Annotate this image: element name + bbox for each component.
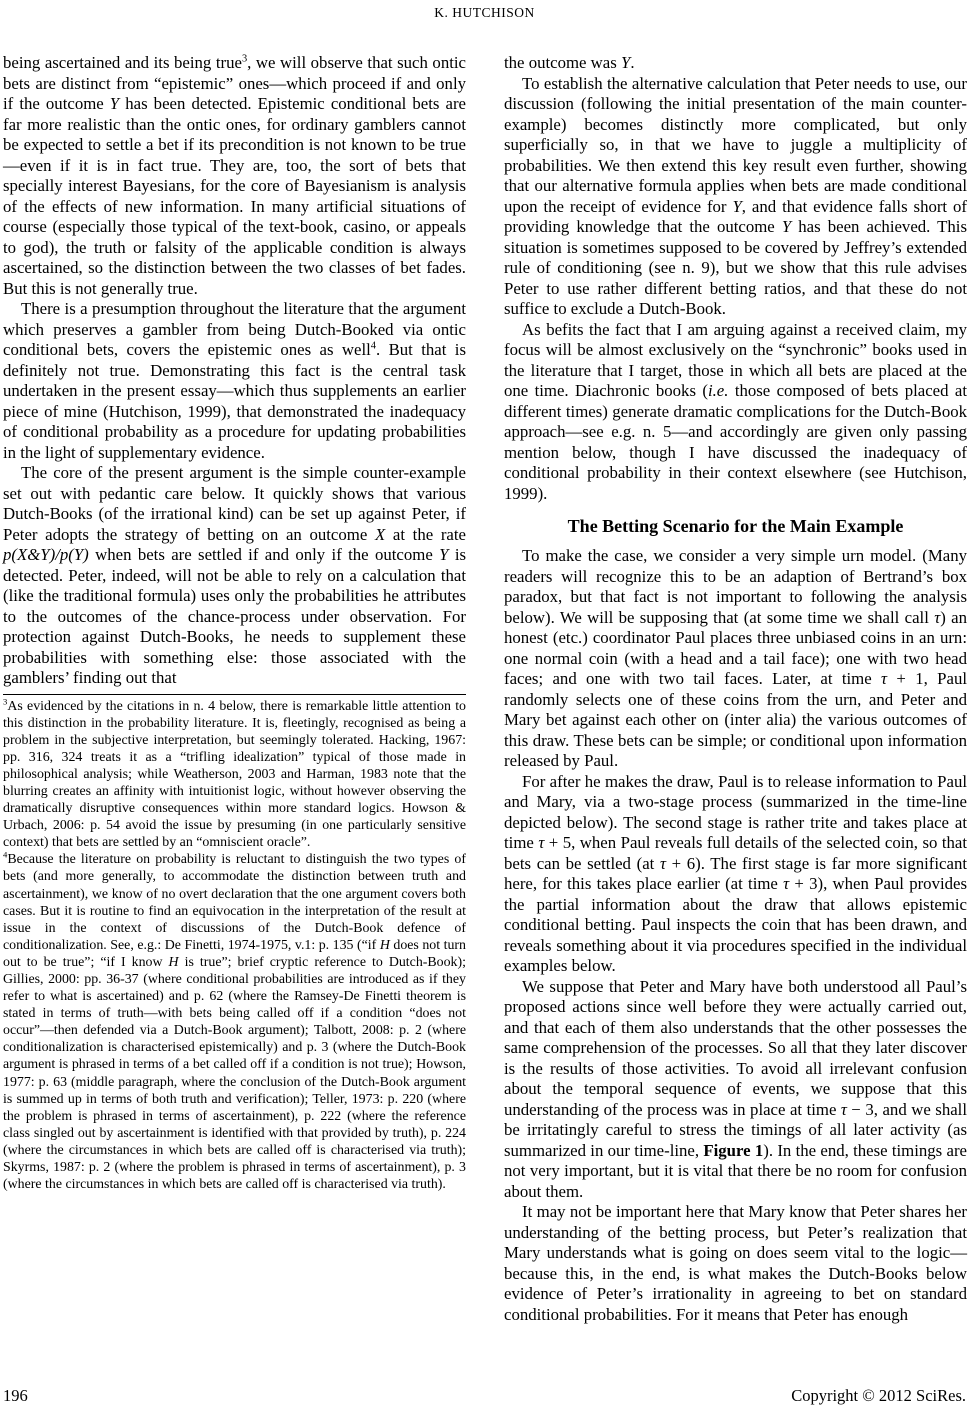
article-body <box>3 53 966 1325</box>
paragraph: To make the case, we consider a very simple urn model. (Many readers will recognize this to be an adaption of Bertrand’s box paradox, but that fact is not important to following the analysis below). We will be supposing that (at some time we shall call τ) an honest (etc.) coordinator Paul places three unbiased coins in an urn: one normal coin (with a head and a tail face); one with two head faces; and one with two tail faces. Later, at time τ + 1, Paul randomly selects one of these coins from the urn, and Peter and Mary bet against each other on (inter alia) the various outcomes of this draw. These bets can be simple; or conditional upon information released by Paul. <box>504 546 967 770</box>
footnote-marker: 3 <box>241 53 248 65</box>
paragraph: being ascertained and its being true$^3$, we will observe that such ontic bets are distinct from “epistemic” ones—which proceed if and only if the outcome Y has been detected. Epistemic conditional bets are far more realistic than the ontic ones, for ordinary gamblers cannot be expected to settle a bet if its precondition is not known to be true—even if it is in fact true. They are, too, the sort of bets that specially interest Bayesians, for the core of Bayesianism is analysis of the effects of new information. In many artificial situations of course (especially those typical of the text-book, casino, or appeals to god), the truth or falsity of the applicable condition is always ascertained, so the distinction between the two classes of bet fades. But this is not generally true. <box>3 53 466 298</box>
footnote: $^3$As evidenced by the citations in n. 4 below, there is remarkable little attention to this distinction in the probability literature. It is, fleetingly, recognised as being a problem in the subjective interpretation, but seemingly tolerated. Hacking, 1967: pp. 316, 324 treats it as a “trifling idealization” typical of those made in philosophical analysis; while Weatherson, 2003 and Harman, 1983 note that the blurring creates an affinity with intuitionist logic, without however observing the dramatically disruptive consequences within more standard logics. Howson & Urbach, 2006: p. 54 avoid the issue by presuming (in one particularly sensitive context) that bets are settled by an “omniscient oracle”. <box>3 695 466 851</box>
right-column <box>504 53 967 1325</box>
footnote-separator <box>3 694 466 695</box>
paragraph: As befits the fact that I am arguing against a received claim, my focus will be almost exclusively on the “synchronic” books used in the literature that I target, those in which all bets are placed at the one time. Diachronic books (i.e. those composed of bets placed at different times) generate dramatic complications for the Dutch-Book approach—see e.g. n. 5—and accordingly are given only passing mention below, though I have discussed the inadequacy of conditional probability in their context elsewhere (see Hutchison, 1999). <box>504 319 967 503</box>
left-column <box>3 53 466 1325</box>
section-heading: The Betting Scenario for the Main Example <box>567 516 904 536</box>
running-head: K. HUTCHISON <box>434 5 535 20</box>
paragraph: For after he makes the draw, Paul is to release information to Paul and Mary, via a two-stage process (summarized in the time-line depicted below). The second stage is rather trite and takes place at time τ + 5, when Paul reveals full details of the selected coin, so that bets can be settled (at τ + 6). The first stage is far more significant here, for this takes place earlier (at time τ + 3), when Paul provides the partial information about the draw that allows epistemic conditional betting. Paul inspects the coin that has been drawn, and reveals something about it via procedures specified in the individual examples below. <box>504 771 968 975</box>
paragraph: We suppose that Peter and Mary have both understood all Paul’s proposed actions since well before they were actually carried out, and that each of them also understands that the other possesses the same comprehension of the processes. So all that they later discover is the results of those activities. To avoid all irrelevant confusion about the temporal sequence of events, we suppose that this understanding of the process was in place at time τ − 3, and we shall be irritatingly careful to stress the timings of all later activity (as summarized in our time-line, Figure 1). In the end, these timings are not very important, but it is vital that there be no room for confusion about them. <box>504 976 967 1201</box>
paragraph: the outcome was Y. <box>504 53 635 72</box>
page-footer <box>3 1386 966 1406</box>
footnote-marker: 3 <box>3 695 8 706</box>
paragraph: There is a presumption throughout the literature that the argument which preserves a gambler from being Dutch-Booked via ontic conditional bets, covers the epistemic ones as well$^4$. But that is definitely not true. Demonstrating this fact is the central task undertaken in the present essay—which thus supplements an earlier piece of mine (Hutchison, 1999), that demonstrated the inadequacy of conditional probability as a procedure for updating probabilities in the light of supplementary evidence. <box>3 299 466 462</box>
paragraph: The core of the present argument is the simple counter-example set out with pedantic care below. It quickly shows that various Dutch-Books (of the irrational kind) can be set up against Peter, if Peter adopts the strategy of betting on an outcome X at the rate p(X&Y)/p(Y) when bets are settled if and only if the outcome Y is detected. Peter, indeed, will not be able to rely on a calculation that (like the traditional formula) uses only the probabilities he attributes to the outcomes of the chance-process under observation. For protection against Dutch-Books, he needs to supplement these probabilities with something else: those associated with the gamblers’ finding out that <box>3 463 467 687</box>
footnote-marker: 4 <box>370 340 376 352</box>
paragraph: To establish the alternative calculation that Peter needs to use, our discussion (following the initial presentation of the main counter-example) becomes distinctly more complicated, but only superficially so, in that we have to juggle a multiplicity of probabilities. We then extend this key result even further, showing that our alternative formula applies when bets are made conditional upon the receipt of evidence for Y, and that evidence falls short of providing knowledge that the outcome Y has been achieved. This situation is sometimes supposed to be covered by Jeffrey’s extended rule of conditioning (see n. 9), but we show that this rule advises Peter to use rather different betting ratios, and that these do not suffice to exclude a Dutch-Book. <box>504 73 968 318</box>
copyright-notice: Copyright © 2012 SciRes. <box>791 1386 966 1405</box>
paragraph: It may not be important here that Mary know that Peter shares her understanding of the betting process, but Peter’s realization that Mary understands what is going on does seem vital to the logic—because this, in the end, is what makes the Dutch-Books below evidence of Peter’s irrationality in agreeing to bet on standard conditional probabilities. For it means that Peter has enough <box>504 1202 967 1324</box>
footnote-marker: 4 <box>3 849 8 860</box>
page-number: 196 <box>3 1386 28 1405</box>
footnote: $^4$Because the literature on probability is reluctant to distinguish the two types of bets (and more generally, to accommodate the distinction between truth and ascertainment), we know of no overt declaration that the one argument covers both cases. But it is routine to find an equivocation in the interpretation of the result at issue in the context of discussions of the Dutch-Book defence of conditionalization. See, e.g.: De Finetti, 1974-1975, v.1: p. 135 (“if H does not turn out to be true”; “if I know H is true”; brief cryptic reference to Dutch-Book); Gillies, 2000: pp. 36-37 (where conditional probabilities are introduced as if they refer to what is ascertained) and p. 62 (where the Ramsey-De Finetti theorem is stated in terms of truth—with bets being called off if a condition “does not occur”—then defended via a Dutch-Book argument); Talbott, 2008: p. 2 (where conditionalization is characterised epistemically) and p. 3 (where the Dutch-Book argument is phrased in terms of a bet called off if a condition is not true); Howson, 1977: p. 63 (middle paragraph, where the conclusion of the Dutch-Book argument is summed up in terms of both truth and verification); Teller, 1973: p. 220 (where the problem is phrased in terms of ascertainment), p. 222 (where the reference class singled out by ascertainment is identified with that provided by truth), p. 224 (where the circumstances in which bets are called off is characterised via truth); Skyrms, 1987: p. 2 (where the problem is phrased in terms of ascertainment), p. 3 (where the circumstances in which bets are called off is characterised via truth). <box>3 849 466 1193</box>
